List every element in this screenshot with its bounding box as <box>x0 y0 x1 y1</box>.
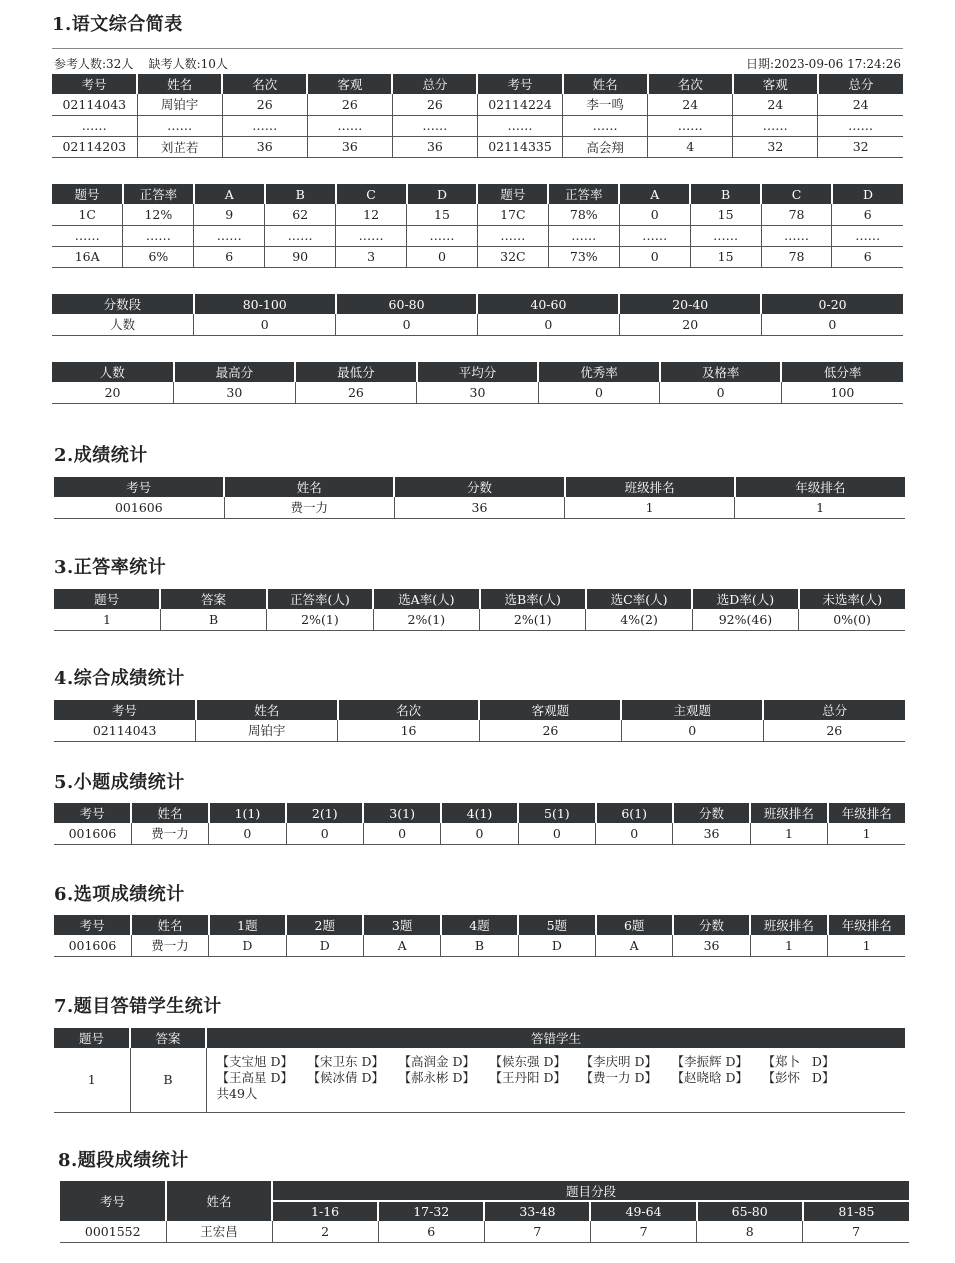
exam-info-bar <box>52 48 903 72</box>
student-rank-table <box>52 74 903 158</box>
table-row <box>54 497 905 518</box>
table-cell: 8 <box>697 1221 803 1242</box>
table-row <box>54 935 905 956</box>
student-entry: 【王丹阳 D】 <box>489 1070 566 1085</box>
table-cell: 7 <box>803 1221 909 1242</box>
table-cell: 6 <box>832 204 903 225</box>
header-cell: D <box>407 184 478 204</box>
table-cell: …… <box>307 115 392 136</box>
table-header-row <box>54 803 905 823</box>
table-cell: 6 <box>194 246 265 267</box>
table-cell: 16 <box>338 720 480 741</box>
header-cell: 5题 <box>518 915 595 935</box>
student-entry: 【高润金 D】 <box>398 1054 475 1069</box>
table-cell: 0%(0) <box>799 609 905 630</box>
header-cell: 4题 <box>441 915 518 935</box>
table-header-row <box>52 362 903 382</box>
table-header-row <box>54 1028 905 1048</box>
table-cell: 0 <box>209 823 286 844</box>
table-header-row <box>60 1181 909 1201</box>
table-cell: …… <box>222 115 307 136</box>
header-cell: 名次 <box>222 74 307 94</box>
table-cell: 0 <box>441 823 518 844</box>
header-cell: 考号 <box>60 1181 166 1221</box>
table-cell: 1 <box>565 497 735 518</box>
header-cell: 正答率 <box>548 184 619 204</box>
header-cell: 3(1) <box>363 803 440 823</box>
header-cell: 题号 <box>54 589 160 609</box>
student-entry: 【候冰倩 D】 <box>307 1070 384 1085</box>
table-cell: 02114335 <box>477 136 562 157</box>
table-cell: 02114043 <box>54 720 196 741</box>
table-cell: 2%(1) <box>480 609 586 630</box>
table-cell: 15 <box>690 246 761 267</box>
header-cell: 考号 <box>54 915 131 935</box>
table-cell: 7 <box>484 1221 590 1242</box>
wrong-students-cell <box>206 1048 905 1112</box>
wrong-students-line <box>217 1070 906 1086</box>
header-cell: A <box>194 184 265 204</box>
wrong-students-line <box>217 1054 906 1070</box>
student-entry: 【李庆明 D】 <box>580 1054 657 1069</box>
table-cell: 24 <box>733 94 818 115</box>
header-cell: 平均分 <box>417 362 539 382</box>
header-cell: 选D率(人) <box>692 589 798 609</box>
table-header-row <box>52 74 903 94</box>
header-cell: 年级排名 <box>828 803 905 823</box>
table-cell: 0 <box>518 823 595 844</box>
header-cell: 姓名 <box>196 700 338 720</box>
table-cell: …… <box>548 225 619 246</box>
table-row <box>52 115 903 136</box>
table-cell: 1 <box>750 935 827 956</box>
header-cell: 名次 <box>338 700 480 720</box>
table-cell: …… <box>563 115 648 136</box>
header-cell: 6题 <box>596 915 673 935</box>
student-entry: 【彭怀 D】 <box>762 1070 835 1085</box>
section-title-summary: 1.语文综合简表 <box>52 14 183 35</box>
table-cell: 26 <box>479 720 621 741</box>
table-cell: 3 <box>336 246 407 267</box>
header-cell: 65-80 <box>697 1201 803 1221</box>
composite-stats-table <box>54 700 905 742</box>
header-cell: 80-100 <box>194 294 336 314</box>
header-cell: 选A率(人) <box>373 589 479 609</box>
table-row <box>54 720 905 741</box>
table-cell: 0 <box>336 314 478 335</box>
table-row <box>52 204 903 225</box>
table-cell: D <box>518 935 595 956</box>
header-cell: 考号 <box>52 74 137 94</box>
table-cell: 36 <box>392 136 477 157</box>
header-cell: 主观题 <box>621 700 763 720</box>
table-header-row <box>54 915 905 935</box>
header-cell: 最低分 <box>295 362 417 382</box>
table-cell: …… <box>265 225 336 246</box>
table-cell: 0 <box>660 382 782 403</box>
header-cell: 年级排名 <box>735 477 905 497</box>
header-cell: 题号 <box>52 184 123 204</box>
table-header-row <box>54 589 905 609</box>
header-cell: C <box>336 184 407 204</box>
header-cell: 年级排名 <box>828 915 905 935</box>
table-cell: 90 <box>265 246 336 267</box>
header-cell: 考号 <box>54 477 224 497</box>
table-cell: 78% <box>548 204 619 225</box>
table-cell: B <box>160 609 266 630</box>
table-cell: 6 <box>378 1221 484 1242</box>
section-title-composite: 4.综合成绩统计 <box>54 668 185 689</box>
student-entry: 【支宝旭 D】 <box>216 1054 293 1069</box>
header-cell: 题号 <box>54 1028 130 1048</box>
wrong-students-total: 共49人 <box>216 1086 258 1101</box>
exam-date: 日期:2023-09-06 17:24:26 <box>746 57 901 71</box>
table-cell: 26 <box>307 94 392 115</box>
table-cell: 费一力 <box>131 935 208 956</box>
table-cell: 0 <box>477 314 619 335</box>
header-cell: 姓名 <box>563 74 648 94</box>
table-cell: …… <box>477 115 562 136</box>
header-cell: 客观 <box>307 74 392 94</box>
table-cell: 36 <box>673 935 750 956</box>
table-cell: …… <box>52 115 137 136</box>
header-cell: 分数 <box>673 915 750 935</box>
table-cell: 001606 <box>54 497 224 518</box>
header-cell: D <box>832 184 903 204</box>
table-row <box>52 246 903 267</box>
table-cell: 0 <box>596 823 673 844</box>
table-row <box>54 823 905 844</box>
header-cell: 客观 <box>733 74 818 94</box>
table-cell: 16A <box>52 246 123 267</box>
table-cell: 0 <box>194 314 336 335</box>
header-cell: 正答率(人) <box>267 589 373 609</box>
table-cell: …… <box>52 225 123 246</box>
table-cell: 高会翔 <box>563 136 648 157</box>
table-cell: …… <box>137 115 222 136</box>
header-cell: 题号 <box>477 184 548 204</box>
header-cell: 60-80 <box>336 294 478 314</box>
table-cell: 24 <box>648 94 733 115</box>
header-cell: 0-20 <box>761 294 903 314</box>
table-row <box>60 1221 909 1242</box>
table-cell: 100 <box>781 382 903 403</box>
subitem-stats-table <box>54 803 905 845</box>
table-cell: 36 <box>222 136 307 157</box>
header-cell: 考号 <box>477 74 562 94</box>
header-cell: 33-48 <box>484 1201 590 1221</box>
attendance-info: 参考人数:32人 缺考人数:10人 <box>54 57 228 71</box>
table-cell: 26 <box>763 720 905 741</box>
student-entry: 【郑卜 D】 <box>762 1054 835 1069</box>
header-cell: 6(1) <box>596 803 673 823</box>
table-cell: …… <box>832 225 903 246</box>
table-cell: 0 <box>621 720 763 741</box>
section-title-subitem: 5.小题成绩统计 <box>54 772 185 793</box>
header-cell: 答错学生 <box>206 1028 905 1048</box>
table-cell: 0 <box>363 823 440 844</box>
table-cell: 001606 <box>54 935 131 956</box>
header-cell: 分数段 <box>52 294 194 314</box>
score-stats-table <box>54 477 905 519</box>
header-cell: 1题 <box>209 915 286 935</box>
table-cell: 12% <box>123 204 194 225</box>
header-cell: 名次 <box>648 74 733 94</box>
header-cell: 总分 <box>763 700 905 720</box>
table-cell: 02114043 <box>52 94 137 115</box>
table-cell: 1 <box>735 497 905 518</box>
table-cell: 02114203 <box>52 136 137 157</box>
table-cell: 0001552 <box>60 1221 166 1242</box>
answer-cell: B <box>130 1048 206 1112</box>
table-cell: 2 <box>272 1221 378 1242</box>
section-title-options: 6.选项成绩统计 <box>54 884 185 905</box>
item-accuracy-table <box>52 184 903 268</box>
table-cell: 20 <box>619 314 761 335</box>
student-entry: 【王高星 D】 <box>216 1070 293 1085</box>
table-row <box>54 609 905 630</box>
header-cell: 40-60 <box>477 294 619 314</box>
table-cell: 78 <box>761 246 832 267</box>
table-cell: 1 <box>750 823 827 844</box>
table-cell: 001606 <box>54 823 131 844</box>
header-cell: 3题 <box>363 915 440 935</box>
table-cell: 刘芷若 <box>137 136 222 157</box>
table-cell: 32 <box>818 136 903 157</box>
table-cell: 1C <box>52 204 123 225</box>
table-cell: D <box>286 935 363 956</box>
table-cell: …… <box>123 225 194 246</box>
table-cell: D <box>209 935 286 956</box>
table-cell: 32C <box>477 246 548 267</box>
table-cell: 0 <box>538 382 660 403</box>
table-cell: …… <box>690 225 761 246</box>
table-cell: 7 <box>590 1221 696 1242</box>
header-cell: 2(1) <box>286 803 363 823</box>
table-cell: 周铂宇 <box>196 720 338 741</box>
header-cell: 5(1) <box>518 803 595 823</box>
section-title-segments: 8.题段成绩统计 <box>58 1150 189 1171</box>
table-row <box>52 314 903 335</box>
header-cell: 81-85 <box>803 1201 909 1221</box>
table-row <box>52 382 903 403</box>
table-cell: 15 <box>407 204 478 225</box>
section-title-wrong-students: 7.题目答错学生统计 <box>54 996 222 1017</box>
accuracy-stats-table <box>54 589 905 631</box>
header-cell: 1(1) <box>209 803 286 823</box>
header-cell: 分数 <box>673 803 750 823</box>
table-cell: 0 <box>286 823 363 844</box>
header-cell: 考号 <box>54 803 131 823</box>
table-cell: 15 <box>690 204 761 225</box>
header-cell: 最高分 <box>174 362 296 382</box>
segment-stats-table <box>60 1181 909 1243</box>
table-cell: 26 <box>295 382 417 403</box>
table-cell: 26 <box>392 94 477 115</box>
header-cell: 选C率(人) <box>586 589 692 609</box>
table-cell: B <box>441 935 518 956</box>
table-cell: 73% <box>548 246 619 267</box>
student-entry: 【郝永彬 D】 <box>398 1070 475 1085</box>
header-cell: 正答率 <box>123 184 194 204</box>
table-cell: 30 <box>174 382 296 403</box>
header-cell: 客观题 <box>479 700 621 720</box>
header-group-cell: 题目分段 <box>272 1181 909 1201</box>
table-row <box>52 136 903 157</box>
table-cell: 王宏昌 <box>166 1221 272 1242</box>
table-cell: 02114224 <box>477 94 562 115</box>
header-cell: 2题 <box>286 915 363 935</box>
header-cell: B <box>265 184 336 204</box>
table-cell: …… <box>194 225 265 246</box>
table-cell: …… <box>733 115 818 136</box>
student-entry: 【赵晓晗 D】 <box>671 1070 748 1085</box>
header-cell: 总分 <box>818 74 903 94</box>
table-cell: 17C <box>477 204 548 225</box>
header-cell: 1-16 <box>272 1201 378 1221</box>
section-title-accuracy: 3.正答率统计 <box>54 557 167 578</box>
header-cell: 未选率(人) <box>799 589 905 609</box>
student-entry: 【李振辉 D】 <box>671 1054 748 1069</box>
header-cell: 班级排名 <box>750 803 827 823</box>
table-cell: …… <box>392 115 477 136</box>
table-cell: 4%(2) <box>586 609 692 630</box>
table-cell: 0 <box>619 204 690 225</box>
table-cell: …… <box>648 115 733 136</box>
header-cell: 优秀率 <box>538 362 660 382</box>
header-cell: A <box>619 184 690 204</box>
table-cell: 26 <box>222 94 307 115</box>
table-cell: …… <box>477 225 548 246</box>
header-cell: 低分率 <box>781 362 903 382</box>
header-cell: 4(1) <box>441 803 518 823</box>
table-cell: 92%(46) <box>692 609 798 630</box>
header-cell: 班级排名 <box>750 915 827 935</box>
header-cell: 班级排名 <box>565 477 735 497</box>
header-cell: 姓名 <box>224 477 394 497</box>
table-cell: 费一力 <box>224 497 394 518</box>
table-cell: 0 <box>619 246 690 267</box>
header-cell: 姓名 <box>137 74 222 94</box>
header-cell: 分数 <box>394 477 564 497</box>
table-header-row <box>54 477 905 497</box>
table-cell: 0 <box>407 246 478 267</box>
table-cell: 1 <box>54 609 160 630</box>
header-cell: 及格率 <box>660 362 782 382</box>
header-cell: 总分 <box>392 74 477 94</box>
table-cell: 李一鸣 <box>563 94 648 115</box>
table-cell: 人数 <box>52 314 194 335</box>
table-header-row <box>52 294 903 314</box>
table-cell: 24 <box>818 94 903 115</box>
header-cell: 姓名 <box>131 803 208 823</box>
header-cell: 17-32 <box>378 1201 484 1221</box>
table-header-row <box>54 700 905 720</box>
section-title-score-stats: 2.成绩统计 <box>54 445 148 466</box>
header-cell: 人数 <box>52 362 174 382</box>
table-cell: 4 <box>648 136 733 157</box>
table-cell: 32 <box>733 136 818 157</box>
table-cell: 36 <box>394 497 564 518</box>
table-cell: 30 <box>417 382 539 403</box>
table-cell: 62 <box>265 204 336 225</box>
student-entry: 【宋卫东 D】 <box>307 1054 384 1069</box>
table-cell: 1 <box>828 935 905 956</box>
table-cell: …… <box>818 115 903 136</box>
table-cell: A <box>363 935 440 956</box>
table-header-row <box>52 184 903 204</box>
option-stats-table <box>54 915 905 957</box>
table-cell: …… <box>761 225 832 246</box>
header-cell: B <box>690 184 761 204</box>
student-entry: 【费一力 D】 <box>580 1070 657 1085</box>
table-cell: 2%(1) <box>373 609 479 630</box>
table-row <box>54 1048 905 1112</box>
header-cell: C <box>761 184 832 204</box>
table-cell: 0 <box>761 314 903 335</box>
header-cell: 选B率(人) <box>480 589 586 609</box>
table-row <box>52 94 903 115</box>
table-cell: A <box>596 935 673 956</box>
table-cell: 36 <box>307 136 392 157</box>
table-cell: 2%(1) <box>267 609 373 630</box>
overall-stats-table <box>52 362 903 404</box>
student-entry: 【候东强 D】 <box>489 1054 566 1069</box>
table-cell: 78 <box>761 204 832 225</box>
header-cell: 49-64 <box>590 1201 696 1221</box>
table-cell: 费一力 <box>131 823 208 844</box>
header-cell: 考号 <box>54 700 196 720</box>
score-band-table <box>52 294 903 336</box>
table-cell: 6 <box>832 246 903 267</box>
table-cell: 6% <box>123 246 194 267</box>
table-cell: 周铂宇 <box>137 94 222 115</box>
table-cell: 12 <box>336 204 407 225</box>
table-cell: 20 <box>52 382 174 403</box>
header-cell: 20-40 <box>619 294 761 314</box>
table-cell: …… <box>407 225 478 246</box>
question-number-cell: 1 <box>54 1048 130 1112</box>
wrong-students-table <box>54 1028 905 1113</box>
table-cell: …… <box>336 225 407 246</box>
table-cell: 9 <box>194 204 265 225</box>
header-cell: 姓名 <box>166 1181 272 1221</box>
table-cell: 1 <box>828 823 905 844</box>
header-cell: 答案 <box>160 589 266 609</box>
table-cell: …… <box>619 225 690 246</box>
table-row <box>52 225 903 246</box>
header-cell: 答案 <box>130 1028 206 1048</box>
header-cell: 姓名 <box>131 915 208 935</box>
table-cell: 36 <box>673 823 750 844</box>
